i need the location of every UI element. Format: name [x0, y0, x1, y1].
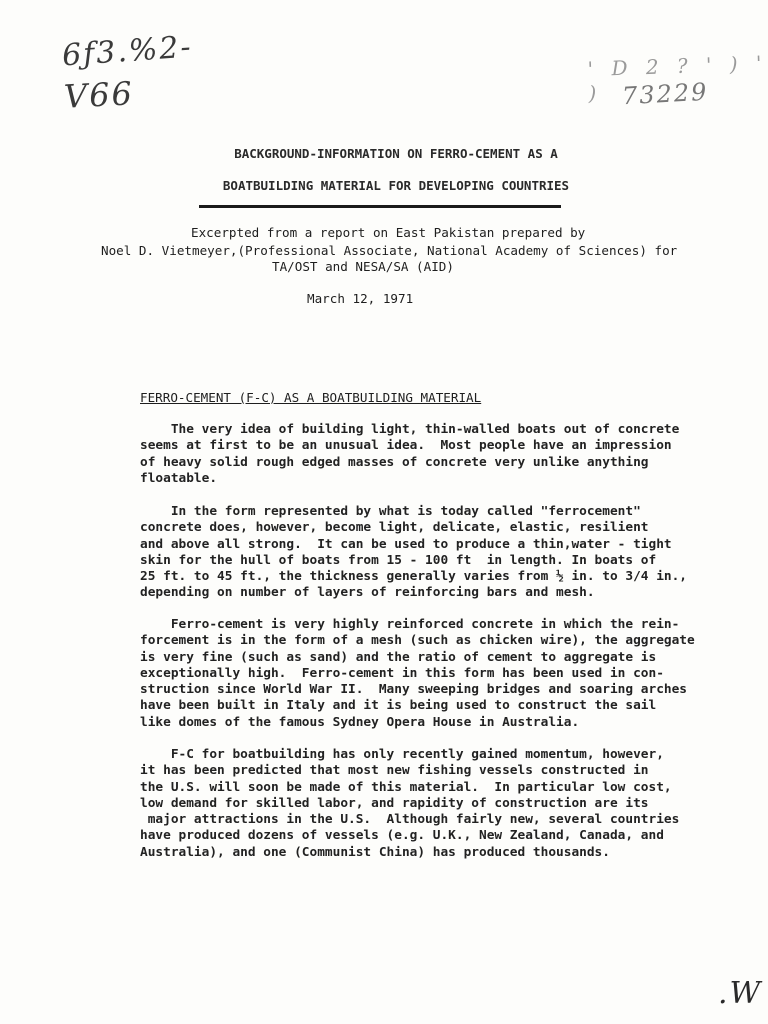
paragraph-2 — [140, 504, 687, 602]
subtitle-line-1: Excerpted from a report on East Pakistan prepared by — [191, 225, 586, 240]
handwritten-catalog-number: 6ƒ3.%2- — [60, 29, 194, 74]
subtitle-line-2: Noel D. Vietmeyer,(Professional Associate, National Academy of Sciences) for — [101, 243, 678, 258]
paragraph-4 — [140, 747, 679, 861]
paragraph-line: forcement is in the form of a mesh (such as chicken wire), the aggregate — [140, 633, 695, 649]
paragraph-line: have produced dozens of vessels (e.g. U.K., New Zealand, Canada, and — [140, 828, 664, 844]
paragraph-line: it has been predicted that most new fishing vessels constructed in — [140, 763, 649, 779]
paragraph-line: F-C for boatbuilding has only recently gained momentum, however, — [140, 747, 664, 762]
handwritten-reference-number: 73229 — [621, 77, 710, 111]
paragraph-line: The very idea of building light, thin-walled boats out of concrete — [140, 422, 680, 437]
handwritten-corner-mark: .W — [718, 976, 763, 1011]
paragraph-line: exceptionally high. Ferro-cement in this form has been used in con- — [140, 665, 664, 681]
paragraph-line: the U.S. will soon be made of this material. In particular low cost, — [140, 779, 672, 795]
paragraph-line: Ferro-cement is very highly reinforced concrete in which the rein- — [140, 617, 680, 632]
paragraph-line: floatable. — [140, 470, 218, 486]
paragraph-line: like domes of the famous Sydney Opera House in Australia. — [140, 714, 580, 730]
paragraph-line: of heavy solid rough edged masses of concrete very unlike anything — [140, 454, 649, 470]
document-title-line-2: BOATBUILDING MATERIAL FOR DEVELOPING COUNTRIES — [222, 178, 570, 193]
document-title-line-1: BACKGROUND-INFORMATION ON FERRO-CEMENT AS A — [234, 146, 558, 161]
paragraph-line: major attractions in the U.S. Although fairly new, several countries — [140, 812, 680, 828]
paragraph-line: 25 ft. to 45 ft., the thickness generally varies from ½ in. to 3/4 in., — [140, 569, 688, 585]
paragraph-line: have been built in Italy and it is being used to construct the sail — [140, 698, 657, 714]
paragraph-line: concrete does, however, become light, delicate, elastic, resilient — [140, 520, 649, 536]
paragraph-line: Australia), and one (Communist China) has produced thousands. — [140, 844, 610, 860]
paragraph-line: In the form represented by what is today called "ferrocement" — [140, 504, 641, 519]
paragraph-3 — [140, 617, 695, 731]
section-heading: FERRO-CEMENT (F-C) AS A BOATBUILDING MATERIAL — [140, 390, 482, 405]
paragraph-line: struction since World War II. Many sweeping bridges and soaring arches — [140, 682, 688, 698]
paragraph-line: depending on number of layers of reinforcing bars and mesh. — [140, 585, 595, 601]
paragraph-line: skin for the hull of boats from 15 - 100 ft in length. In boats of — [140, 552, 657, 568]
faint-stamp-number: ' D 2 ? ' ) ' ) — [587, 50, 768, 106]
paragraph-line: and above all strong. It can be used to produce a thin,water - tight — [140, 536, 672, 552]
subtitle-line-3: TA/OST and NESA/SA (AID) — [272, 259, 454, 274]
paragraph-line: seems at first to be an unusual idea. Most people have an impression — [140, 438, 672, 454]
title-underline-divider — [199, 205, 561, 208]
handwritten-catalog-code: V66 — [63, 74, 135, 116]
paragraph-line: is very fine (such as sand) and the ratio of cement to aggregate is — [140, 649, 657, 665]
document-date: March 12, 1971 — [307, 291, 414, 306]
paragraph-1 — [140, 422, 679, 487]
paragraph-line: low demand for skilled labor, and rapidity of construction are its — [140, 795, 649, 811]
